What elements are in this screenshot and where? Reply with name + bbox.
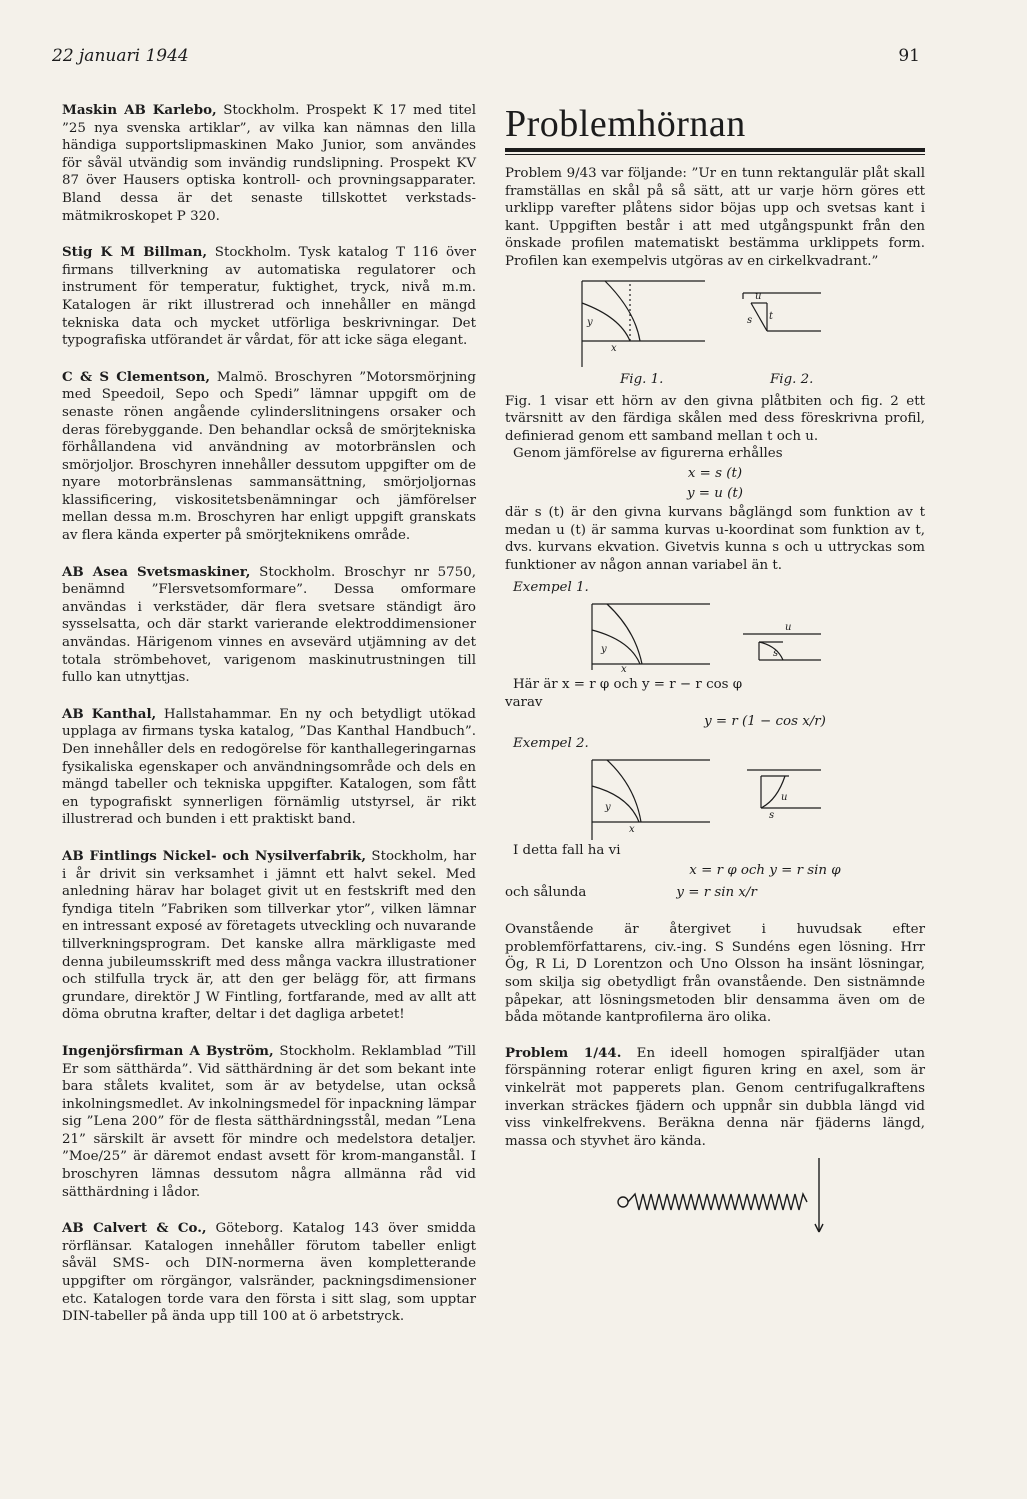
conclusion-paragraph: Ovanstående är återgivet i huvudsak efter problemförfattarens, civ.-ing. S Sundéns egen lösning. Hrr Ög, R Li, D Lorentzon och Uno Olsson ha insänt lösningar, som skilja sig obetydligt från ovanstående. Den sistnämnde påpekar, att lösningsmetoden blir densamma även om de båda mötande kantprofilerna äro olika. <box>505 922 925 1026</box>
svg-text:u: u <box>755 290 762 302</box>
example-1-equation: y = r (1 − cos x/r) <box>704 714 826 730</box>
example-2-thus: och sålunda y = r sin x/r <box>505 884 757 900</box>
page-number: 91 <box>898 46 920 66</box>
equation-x: x = s (t) <box>687 465 743 481</box>
svg-text:x: x <box>611 342 617 354</box>
entry-fintlings: AB Fintlings Nickel- och Nysilverfabrik, Stockholm, har i år drivit sin verksamhet i jämnt ett halvt sekel. Med anledning härav har bolaget givit ut en festskrift med den fyndiga titeln ”Fabriken som tillverkar ytor”, vilken lämnar en intressant exposé av företagets utveckling och nuvarande tillverkningsprogram. Det kanske allra märkligaste med denna jubileumsskrift med dess många vackra illustrationer och stilfulla tryck är, att den ger belägg för, att firmans grundare, direktör J W Fintling, fortfarande, med av allt att döma obrutna krafter, deltar i det dagliga arbetet! <box>62 847 476 1023</box>
svg-text:x: x <box>629 824 635 836</box>
problem-1-44: Problem 1/44. En ideell homogen spiralfjäder utan förspänning roterar enligt figuren kring en axel, som är vinkelrät mot papperets plan. Genom centrifugalkraftens inverkan sträckes fjädern och uppnår sin dubbla längd vid viss vinkelfrekvens. Beräkna denna när fjäderns längd, massa och styvhet äro kända. <box>505 1044 925 1149</box>
figure-explanation: Fig. 1 visar ett hörn av den givna plåtbiten och fig. 2 ett tvärsnitt av den färdiga skålen med dess föreskrivna profil, definierad genom ett samband mellan t och u. <box>505 393 925 444</box>
entry-clementson: C & S Clementson, Malmö. Broschyren ”Motorsmörjning med Speedoil, Sepo och Spedi” lämnar uppgift om de senaste rönen angående cylinderslitningens orsaker och deras förebyggande. Den behandlar också de smörjtekniska förhållandena vid användning av motorbränslen och smörjoljor. Broschyren innehåller dessutom uppgifter om de nyare motorbränslenas sammansättning, smörjoljornas klassificering, viskositetsbenämningar och jämförelser mellan dessa m.m. Broschyren har enligt uppgift granskats av flera kända experter på smörjteknikens område. <box>62 368 476 544</box>
example-2-equation-1: x = r φ och y = r sin φ <box>689 863 841 879</box>
svg-text:y: y <box>601 644 607 656</box>
example-1-statement: Här är x = r φ och y = r − r cos φ <box>513 677 743 693</box>
figure-1-2 <box>505 271 925 371</box>
entry-kanthal: AB Kanthal, Hallstahammar. En ny och betydligt utökad upplaga av firmans tyska katalog, ”Das Kanthal Handbuch”. Den innehåller dels en redogörelse för kanthallegeringarnas fysikaliska egenskaper och användningsområde och dels en mängd tabeller och tekniska uppgifter. Katalogen, som fått en typografiskt synnerligen förnämlig utstyrsel, är rikt illustrerad och bunden i ett praktiskt band. <box>62 705 476 828</box>
where-paragraph: där s (t) är den givna kurvans båglängd som funktion av t medan u (t) är samma kurvas u-koordinat som funktion av t, dvs. kurvans ekvation. Givetvis kunna s och u uttryckas som funktioner av någon annan variabel än t. <box>505 505 925 573</box>
example-2-case: I detta fall ha vi <box>513 843 621 859</box>
entry-calvert: AB Calvert & Co., Göteborg. Katalog 143 över smidda rörflänsar. Katalogen innehåller förutom tabeller enligt såväl SMS- och DIN-normerna även kompletterande uppgifter om rörgängor, valsränder, packningsdimensioner etc. Katalogen torde vara den första i sitt slag, som upptar DIN-tabeller på ända upp till 100 at ö arbetstryck. <box>62 1220 477 1325</box>
page-header <box>52 46 920 70</box>
svg-text:x: x <box>621 664 627 676</box>
svg-text:u: u <box>781 792 788 804</box>
problem-column <box>505 102 925 1240</box>
svg-text:s: s <box>769 810 775 822</box>
problem-intro: Problem 9/43 var följande: ”Ur en tunn rektangulär plåt skall framställas en skål på så sätt, att ur varje hörn göres ett urklipp varefter plåtens sidor böjas upp och svetsas kant i kant. Uppgiften består i att med utgångspunkt från den önskade profilen matematiskt bestämma urklippets form. Profilen kan exempelvis utgöras av en cirkelkvadrant.” <box>505 166 925 269</box>
spring-figure <box>505 1150 925 1240</box>
entry-karlebo: Maskin AB Karlebo, Stockholm. Prospekt K 17 med titel ”25 nya svenska artiklar”, av vilka kan nämnas den lilla händiga supportslipmaskinen Mako Junior, som användes för såväl utvändig som invändig rundslipning. Prospekt KV 87 över Hausers optiska kontroll- och provningsapparater. Bland dessa är det senaste tillskottet verkstads-mätmikroskopet P 320. <box>62 102 476 224</box>
example-1-varav: varav <box>505 694 543 710</box>
svg-text:y: y <box>605 802 611 814</box>
svg-text:y: y <box>587 316 593 328</box>
svg-text:u: u <box>785 622 792 634</box>
example-2-equation-2: y = r sin x/r <box>676 884 757 900</box>
svg-text:s: s <box>747 314 753 326</box>
example-1-figure <box>505 600 925 676</box>
catalog-column <box>62 102 476 1345</box>
section-title: Problemhörnan <box>505 103 746 145</box>
entry-billman: Stig K M Billman, Stockholm. Tysk katalog T 116 över firmans tillverkning av automatiska regulatorer och instrument för temperatur, fuktighet, tryck, nivå m.m. Katalogen är rikt illustrerad och innehåller en mängd tekniska data och mycket utförliga beskrivningar. Det typografiska utförandet är vårdat, för att icke säga elegant. <box>62 244 477 349</box>
entry-bystrom: Ingenjörsfirman A Byström, Stockholm. Reklamblad ”Till Er som sätthärda”. Vid sätthärdning är det som bekant inte bara stålets kvalitet, som är av betydelse, utan också inkolningsmedlet. Av inkolningsmedel för inpackning lämpar sig ”Lena 200” för de flesta sätthärdningsstål, medan ”Lena 21” särskilt är avsett för mindre och medelstora detaljer. ”Moe/25” är däremot endast avsett för krom-manganstål. I broschyren lämnas dessutom några allmänna råd vid sätthärdning i lådor. <box>62 1042 476 1200</box>
example-2-label: Exempel 2. <box>513 735 589 751</box>
title-rule-thin <box>505 154 925 155</box>
figure-captions <box>505 371 925 393</box>
svg-text:s: s <box>773 648 779 660</box>
title-rule <box>505 148 925 152</box>
entry-asea: AB Asea Svetsmaskiner, Stockholm. Broschyr nr 5750, benämnd ”Flersvetsomformare”. Dessa omformare användas i verkstäder, där flera svetsare ständigt äro sysselsatta, och där starkt varierande elektroddimensioner användas. Härigenom vinnes en avsevärd utjämning av det totala strömbehovet, varigenom maskinutrustningen till fullo kan utnyttjas. <box>62 563 476 686</box>
svg-text:t: t <box>769 310 774 322</box>
fig2-caption: Fig. 2. <box>770 371 814 387</box>
fig1-caption: Fig. 1. <box>620 371 664 387</box>
comparison-line: Genom jämförelse av figurerna erhålles <box>513 446 783 462</box>
example-2-figure <box>505 756 925 842</box>
issue-date: 22 januari 1944 <box>52 46 189 66</box>
equation-y: y = u (t) <box>686 485 743 501</box>
example-1-label: Exempel 1. <box>513 579 589 595</box>
